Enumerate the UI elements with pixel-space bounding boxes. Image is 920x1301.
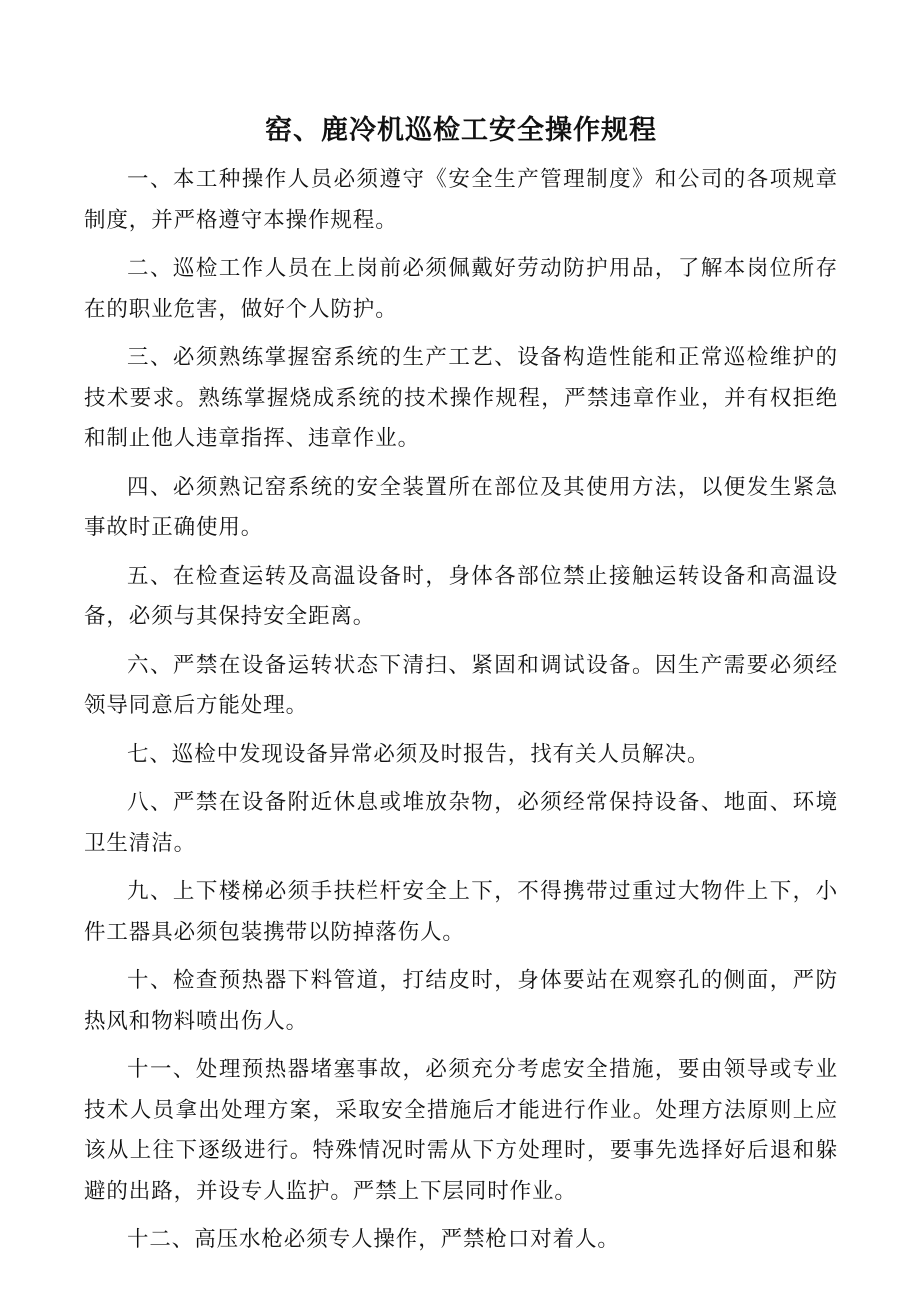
- clause-3: 三、必须熟练掌握窑系统的生产工艺、设备构造性能和正常巡检维护的技术要求。熟练掌握烧成系统的技术操作规程，严禁违章作业，并有权拒绝和制止他人违章指挥、违章作业。: [84, 345, 838, 451]
- document-title: 窑、鹿冷机巡检工安全操作规程: [265, 115, 657, 146]
- clause-6: 六、严禁在设备运转状态下清扫、紧固和调试设备。因生产需要必须经领导同意后方能处理。: [84, 652, 838, 718]
- clause-7: 七、巡检中发现设备异常必须及时报告，找有关人员解决。: [127, 741, 710, 767]
- clause-1: 一、本工种操作人员必须遵守《安全生产管理制度》和公司的各项规章制度，并严格遵守本操作规程。: [84, 167, 838, 233]
- clause-4: 四、必须熟记窑系统的安全装置所在部位及其使用方法，以便发生紧急事故时正确使用。: [84, 474, 838, 540]
- clause-8: 八、严禁在设备附近休息或堆放杂物，必须经常保持设备、地面、环境卫生清洁。: [84, 790, 838, 856]
- clause-12: 十二、高压水枪必须专人操作，严禁枪口对着人。: [127, 1227, 620, 1252]
- clause-5: 五、在检查运转及高温设备时，身体各部位禁止接触运转设备和高温设备，必须与其保持安全距离。: [84, 563, 838, 629]
- clause-9: 九、上下楼梯必须手扶栏杆安全上下，不得携带过重过大物件上下，小件工器具必须包装携带以防掉落伤人。: [84, 879, 838, 945]
- clause-10: 十、检查预热器下料管道，打结皮时，身体要站在观察孔的侧面，严防热风和物料喷出伤人。: [84, 968, 838, 1034]
- clause-11: 十一、处理预热器堵塞事故，必须充分考虑安全措施，要由领导或专业技术人员拿出处理方案，采取安全措施后才能进行作业。处理方法原则上应该从上往下逐级进行。特殊情况时需从下方处理时，要事先选择好后退和躲避的出路，并设专人监护。严禁上下层同时作业。: [84, 1057, 838, 1204]
- clause-list: [84, 160, 838, 1261]
- clause-2: 二、巡检工作人员在上岗前必须佩戴好劳动防护用品，了解本岗位所存在的职业危害，做好个人防护。: [84, 256, 838, 322]
